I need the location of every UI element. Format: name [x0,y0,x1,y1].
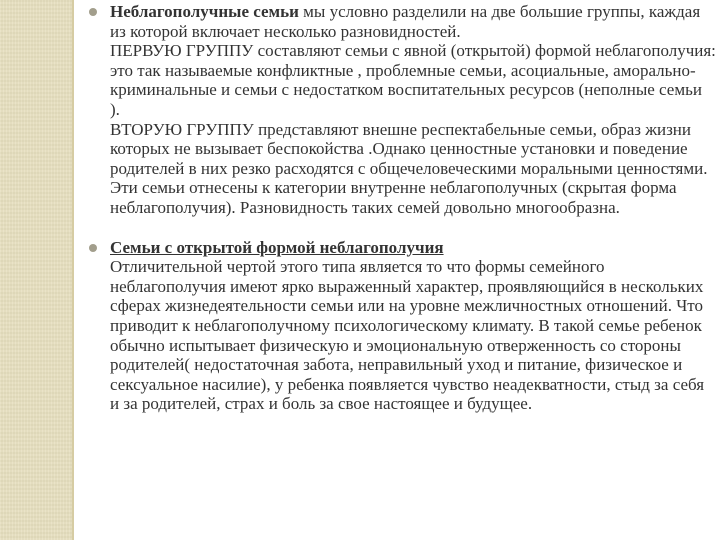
bullet-dot-icon [89,8,97,16]
decorative-left-band [0,0,72,540]
second-group-text: ВТОРУЮ ГРУППУ представляют внешне респектабельные семьи, образ жизни которых не вызывает беспокойства .Однако ценностные установки и поведение родителей в них резко расходятся с общечеловеческими моральными ценностями. Эти семьи отнесены к категории внутренне неблагополучных (скрытая форма неблагополучия). Разновидность таких семей довольно многообразна. [110,119,708,217]
first-group-text: ПЕРВУЮ ГРУППУ составляют семьи с явной (открытой) формой неблагополучия: это так называемые конфликтные , проблемные семьи, асоциальные, аморально-криминальные и семьи с недостатком воспитательных ресурсов (неполные семьи ). [110,41,716,119]
bullet-dot-icon [89,244,97,252]
term-dysfunctional-families: Неблагополучные семьи [110,2,299,21]
bullet-open-form-families [88,238,716,414]
open-form-heading: Семьи с открытой формой неблагополучия [110,237,444,257]
slide-content [88,2,716,414]
bullet-dysfunctional-families [88,2,716,218]
open-form-heading-line [110,238,716,258]
open-form-description: Отличительной чертой этого типа является то что формы семейного неблагополучия имеют ярко выраженный характер, проявляющийся в нескольких сферах жизнедеятельности семьи или на уровне межличностных отношений. Что приводит к неблагополучному психологическому климату. В такой семье ребенок обычно испытывает физическую и эмоциональную отверженность со стороны родителей( недостаточная забота, неправильный уход и питание, физическое и сексуальное насилие), у ребенка появляется чувство неадекватности, стыд за себя и за родителей, страх и боль за свое настоящее и будущее. [110,257,705,414]
left-band-divider [72,0,74,540]
intro-text: мы условно разделили на две большие группы, каждая из которой включает несколько разновидностей. [110,2,701,41]
intro-paragraph [110,2,716,41]
